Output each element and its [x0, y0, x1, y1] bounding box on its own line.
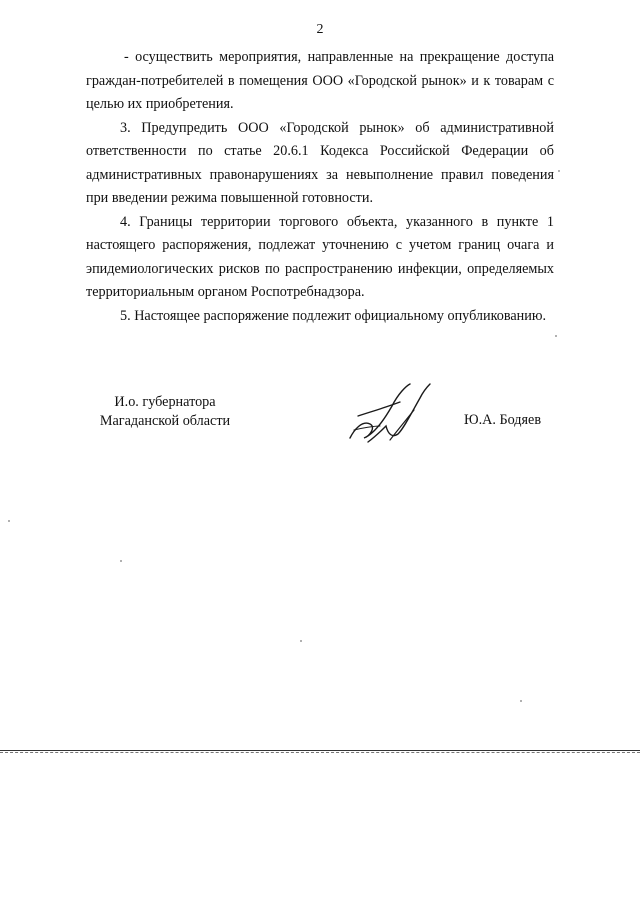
- scan-speck: [300, 640, 302, 642]
- paragraph-measures: - осуществить мероприятия, направленные на прекращение доступа граждан-потребителей в помещения ООО «Городской рынок» и к товарам с целью их приобретения.: [86, 49, 554, 112]
- signatory-position: [90, 393, 240, 431]
- bottom-divider-secondary: [0, 752, 640, 753]
- paragraph-5-publication: 5. Настоящее распоряжение подлежит официальному опубликованию.: [120, 307, 547, 324]
- paragraph-3-warning: 3. Предупредить ООО «Городской рынок» об административной ответственности по статье 20.6.1 Кодекса Российской Федерации об административных правонарушениях за невыполнение правил поведения при введении режима повышенной готовности.: [86, 119, 554, 206]
- scan-speck: [120, 560, 122, 562]
- scan-speck: [8, 520, 10, 522]
- scan-speck: [555, 335, 557, 337]
- handwritten-signature: [340, 380, 440, 448]
- paragraph-4-boundaries: 4. Границы территории торгового объекта, указанного в пункте 1 настоящего распоряжения, подлежат уточнению с учетом границ очага и эпидемиологических рисков по распространению инфекции, определяемых территориальным органом Роспотребнадзора.: [86, 213, 554, 300]
- page-number: 2: [316, 22, 324, 37]
- signatory-name: Ю.А. Бодяев: [464, 412, 542, 428]
- bottom-divider: [0, 750, 640, 751]
- position-line-2: Магаданской области: [99, 413, 231, 429]
- document-body: [86, 46, 554, 328]
- scan-speck: [520, 700, 522, 702]
- position-line-1: И.о. губернатора: [114, 394, 216, 410]
- scan-speck: [558, 170, 560, 172]
